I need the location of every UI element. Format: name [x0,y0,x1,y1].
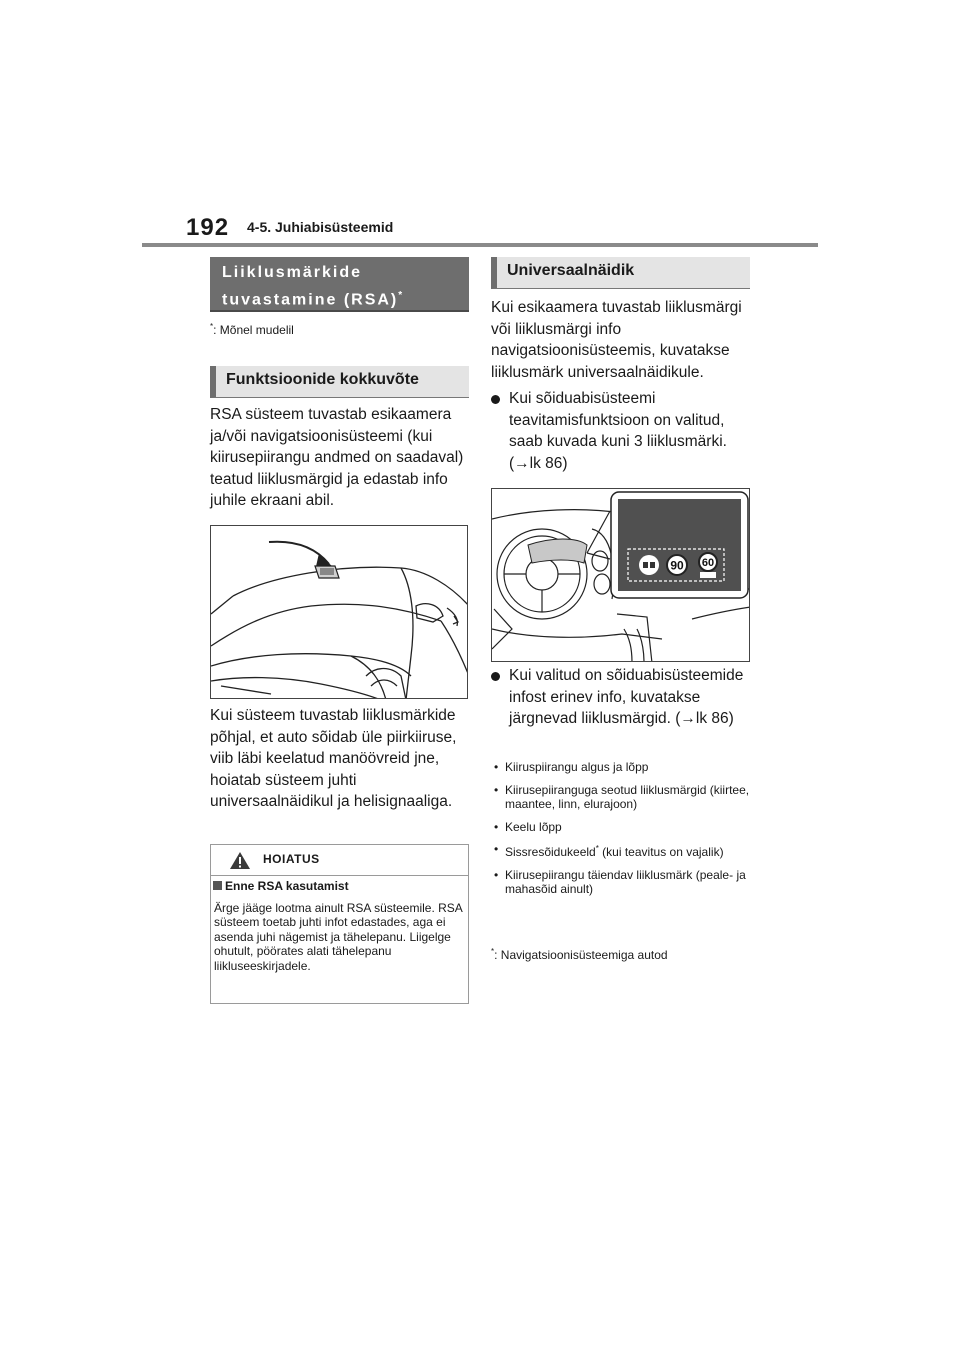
warning-triangle-icon [229,851,251,870]
speed-sign-60-label: 60 [701,557,715,569]
car-camera-illustration [210,525,468,699]
square-bullet-icon [213,881,222,890]
list-item: • Kiirusepiirangu täiendav liiklusmärk (peale- ja mahasõid ainult) [491,868,753,897]
no-overtaking-sign-icon [639,555,659,575]
footnote-some-models [210,322,294,337]
warning-header [211,845,468,876]
list-item: • Kiiruspiirangu algus ja lõpp [491,760,753,775]
universal-display-description: Kui esikaamera tuvastab liiklusmärgi või liiklusmärgi info navigatsioonisüsteemis, kuvatakse liiklusmärk universaalnäidikule. [491,299,742,381]
dashboard-drawing [492,489,750,662]
warning-subtitle-text: Enne RSA kasutamist [225,879,349,893]
rsa-title-footnote-mark: * [398,290,403,301]
list-item: • Keelu lõpp [491,820,753,835]
bullet-dot-icon [491,672,500,681]
supplementary-sign-icon [700,572,716,578]
bullet-dot-icon [491,395,500,404]
list-item [491,842,753,860]
warning-subtitle [213,879,349,893]
dashboard-display-illustration [491,488,750,662]
warning-title: HOIATUS [263,852,320,866]
page-number: 192 [186,214,230,241]
footnote-navigation [491,947,668,962]
warning-text: Ärge jääge lootma ainult RSA süsteemile. RSA süsteem toetab juhti infot edastades, aga ei asenda juhi nägemist ja tähelepanu. Liigelge ohutult, pöörates alati tähelepanu liikluseeskirjadele. [214,901,463,973]
speed-sign-90-label: 90 [670,558,684,573]
rsa-title [210,257,469,312]
header-divider [142,243,818,247]
list-item: • Kiirusepiiranguga seotud liiklusmärgid (kiirtee, maantee, linn, elurajoon) [491,783,753,812]
rsa-title-text: Liiklusmärkide tuvastamine (RSA) [222,264,399,309]
functions-summary-heading: Funktsioonide kokkuvõte [210,366,469,398]
bullet-item [491,388,751,474]
rsa-description: RSA süsteem tuvastab esikaamera ja/või navigatsioonisüsteemi (kui kiirusepiirangu andmed on saadaval) teatud liiklusmärgid ja edastab info juhile ekraani abil. [210,406,464,509]
list-item-suffix: (kui teavitus on vajalik) [598,845,724,859]
section-title: 4-5. Juhiabisüsteemid [247,219,394,235]
rsa-warning-description: Kui süsteem tuvastab liiklusmärkide põhjal, et auto sõidab üle piirkiiruse, viib läbi keelatud manöövreid jne, hoiatab süsteem juhti universaalnäidikul ja helisignaaliga. [210,707,457,810]
sign-type-list [491,760,753,905]
list-item-text: Sissresõidukeeld [505,845,596,859]
list-item-footnote-mark: * [595,844,599,853]
car-windshield-drawing [211,526,468,699]
bullet-item [491,665,751,730]
bullet-text: Kui valitud on sõiduabisüsteemide infost erinev info, kuvatakse järgnevad liiklusmärgid. (→lk 86) [509,667,744,727]
universal-display-heading: Universaalnäidik [491,257,750,289]
footnote-mark: * [210,322,214,331]
bullet-text: Kui sõiduabisüsteemi teavitamisfunktsioon on valitud, saab kuvada kuni 3 liiklusmärki. (→lk 86) [509,390,727,472]
footnote-text: : Navigatsioonisüsteemiga autod [494,948,668,962]
footnote-text: : Mõnel mudelil [213,323,294,337]
warning-box [210,844,469,1004]
footnote-mark: * [491,947,495,956]
